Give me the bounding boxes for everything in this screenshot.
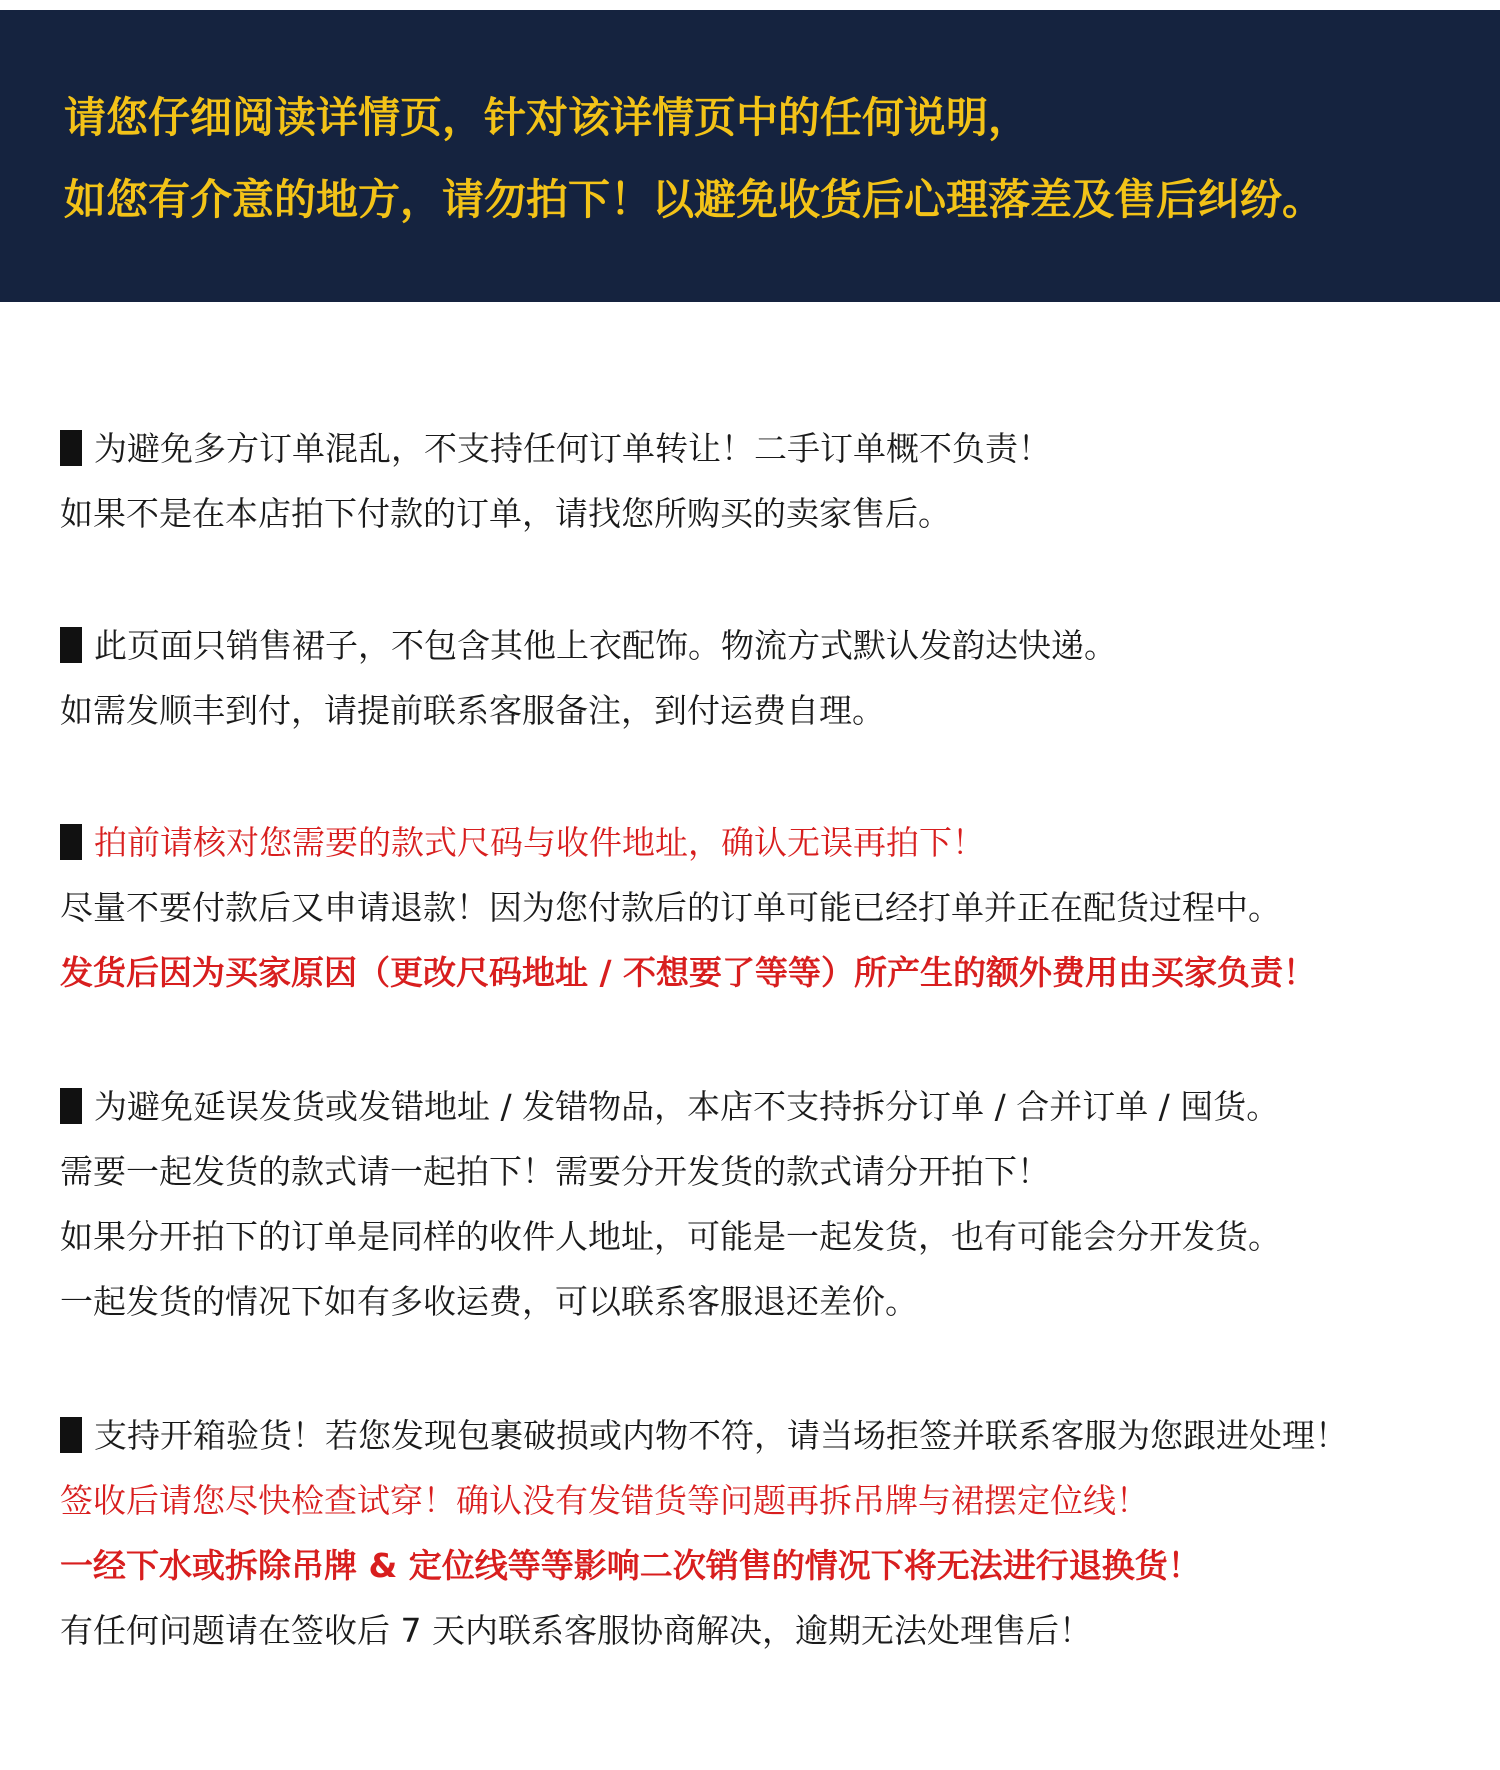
notice-section-inspection-returns: [60, 1403, 1480, 1663]
banner-line-2: 如您有介意的地方，请勿拍下！以避免收货后心理落差及售后纠纷。: [64, 175, 1325, 224]
notice-line: 如果不是在本店拍下付款的订单，请找您所购买的卖家售后。: [60, 494, 951, 533]
notice-line: 有任何问题请在签收后 7 天内联系客服协商解决，逾期无法处理售后！: [60, 1611, 1092, 1650]
notice-line: [60, 1403, 1480, 1468]
notice-line: [60, 416, 1480, 481]
notice-line-warning: 发货后因为买家原因（更改尺码地址 / 不想要了等等）所产生的额外费用由买家负责！: [60, 953, 1317, 992]
square-bullet-icon: [60, 824, 82, 860]
notice-section-verify-before-purchase: [60, 810, 1480, 1005]
notice-line: 需要一起发货的款式请一起拍下！需要分开发货的款式请分开拍下！: [60, 1152, 1050, 1191]
notice-line-text: 为避免多方订单混乱，不支持任何订单转让！二手订单概不负责！: [94, 429, 1051, 468]
square-bullet-icon: [60, 627, 82, 663]
notice-line-text: 此页面只销售裙子，不包含其他上衣配饰。物流方式默认发韵达快递。: [94, 626, 1117, 665]
notice-line-text: 拍前请核对您需要的款式尺码与收件地址，确认无误再拍下！: [94, 823, 985, 862]
notice-section-order-transfer: [60, 416, 1480, 546]
notice-line-text: 为避免延误发货或发错地址 / 发错物品，本店不支持拆分订单 / 合并订单 / 囤货。: [94, 1087, 1280, 1126]
notice-section-product-shipping: [60, 613, 1480, 743]
notice-line-warning: 一经下水或拆除吊牌 & 定位线等等影响二次销售的情况下将无法进行退换货！: [60, 1546, 1201, 1585]
square-bullet-icon: [60, 430, 82, 466]
notice-line: 尽量不要付款后又申请退款！因为您付款后的订单可能已经打单并正在配货过程中。: [60, 888, 1281, 927]
notice-line: 如果分开拍下的订单是同样的收件人地址，可能是一起发货，也有可能会分开发货。: [60, 1217, 1281, 1256]
notice-banner: [0, 10, 1500, 302]
notice-line-text: 支持开箱验货！若您发现包裹破损或内物不符，请当场拒签并联系客服为您跟进处理！: [94, 1416, 1348, 1455]
notice-line-warning: 签收后请您尽快检查试穿！确认没有发错货等问题再拆吊牌与裙摆定位线！: [60, 1481, 1149, 1520]
notice-section-split-orders: [60, 1074, 1480, 1334]
notice-line: [60, 810, 1480, 875]
banner-line-1: 请您仔细阅读详情页，针对该详情页中的任何说明，: [64, 93, 1031, 142]
notice-line: [60, 1074, 1480, 1139]
notice-line: 一起发货的情况下如有多收运费，可以联系客服退还差价。: [60, 1282, 918, 1321]
square-bullet-icon: [60, 1088, 82, 1124]
notice-line: [60, 613, 1480, 678]
notice-line: 如需发顺丰到付，请提前联系客服备注，到付运费自理。: [60, 691, 885, 730]
square-bullet-icon: [60, 1417, 82, 1453]
